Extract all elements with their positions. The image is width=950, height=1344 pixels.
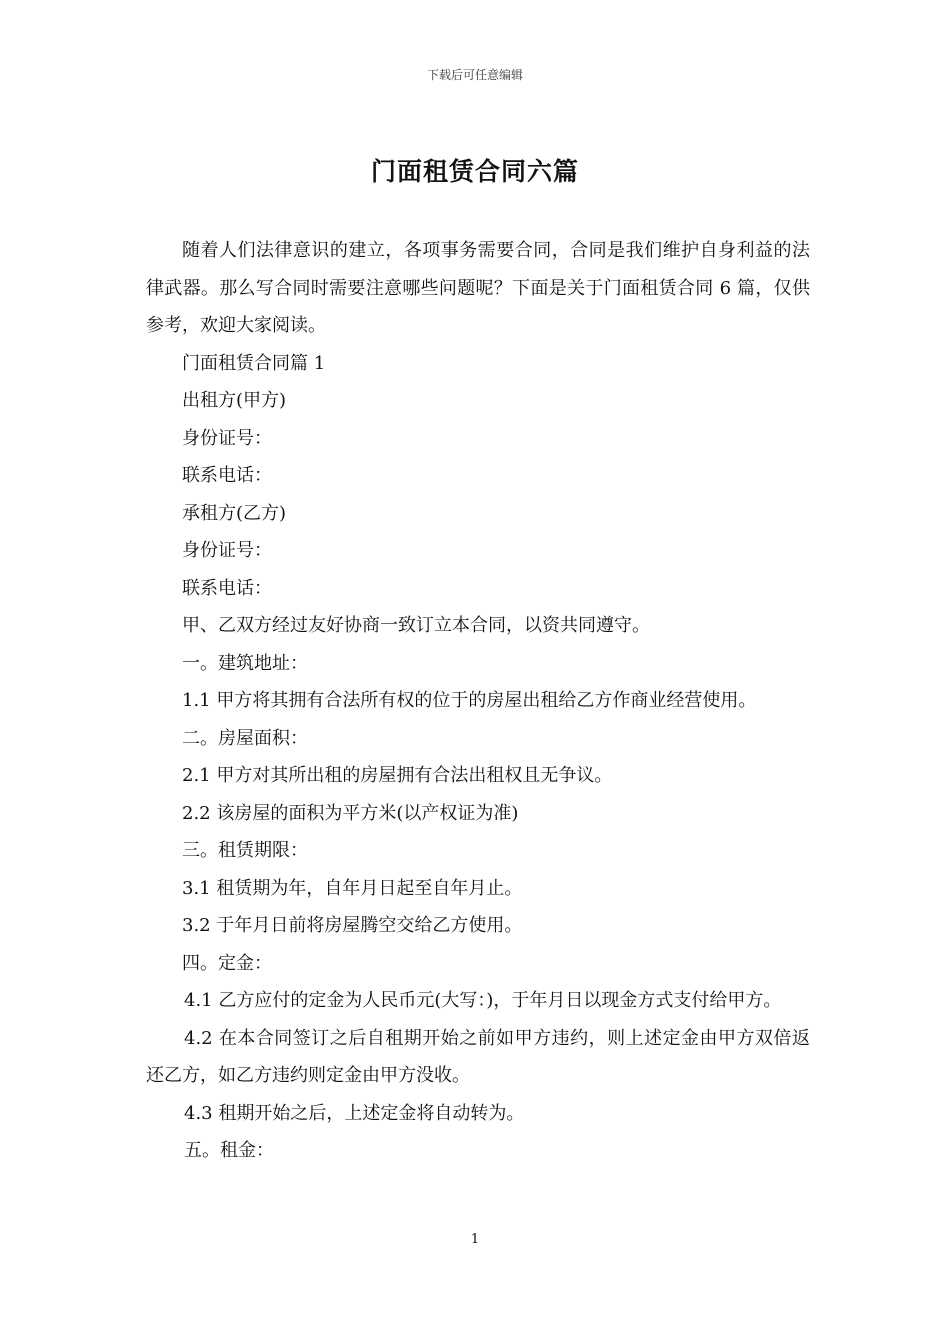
page-number: 1 bbox=[470, 1232, 480, 1247]
document-body bbox=[146, 232, 810, 1170]
lessee-id-label: 身份证号： bbox=[182, 540, 272, 561]
document-title: 门面租赁合同六篇 bbox=[370, 157, 579, 186]
clause-1-1: 1.1 甲方将其拥有合法所有权的位于的房屋出租给乙方作商业经营使用。 bbox=[182, 690, 757, 711]
clause-2-2: 2.2 该房屋的面积为平方米(以产权证为准) bbox=[182, 802, 519, 824]
header-note: 下载后可任意编辑 bbox=[426, 68, 523, 82]
agreement-statement: 甲、乙双方经过友好协商一致订立本合同，以资共同遵守。 bbox=[182, 615, 650, 636]
intro-paragraph: 随着人们法律意识的建立，各项事务需要合同，合同是我们维护自身利益的法律武器。那么写合同时需要注意哪些问题呢？下面是关于门面租赁合同 6 篇，仅供参考，欢迎大家阅读。 bbox=[146, 240, 810, 336]
clause-heading-rent: 五。租金： bbox=[184, 1140, 274, 1161]
clause-heading-deposit: 四。定金： bbox=[182, 952, 272, 974]
lessor-id-label: 身份证号： bbox=[182, 427, 272, 449]
clause-3-1: 3.1 租赁期为年，自年月日起至自年月止。 bbox=[182, 877, 523, 899]
lessee-label: 承租方(乙方) bbox=[182, 502, 287, 524]
clause-heading-area: 二。房屋面积： bbox=[182, 727, 308, 749]
lessor-label: 出租方(甲方) bbox=[182, 390, 287, 411]
clause-4-1: 4.1 乙方应付的定金为人民币元(大写：)，于年月日以现金方式支付给甲方。 bbox=[184, 990, 782, 1011]
clause-heading-address: 一。建筑地址： bbox=[182, 652, 308, 674]
clause-4-2: 4.2 在本合同签订之后自租期开始之前如甲方违约，则上述定金由甲方双倍返还乙方，如乙方违约则定金由甲方没收。 bbox=[146, 1027, 810, 1086]
clause-heading-term: 三。租赁期限： bbox=[182, 840, 308, 861]
clause-3-2: 3.2 于年月日前将房屋腾空交给乙方使用。 bbox=[182, 915, 523, 936]
clause-4-3: 4.3 租期开始之后，上述定金将自动转为。 bbox=[184, 1102, 525, 1124]
lessee-phone-label: 联系电话： bbox=[182, 577, 272, 599]
clause-2-1: 2.1 甲方对其所出租的房屋拥有合法出租权且无争议。 bbox=[182, 765, 613, 786]
lessor-phone-label: 联系电话： bbox=[182, 465, 272, 486]
section-heading-1: 门面租赁合同篇 1 bbox=[182, 352, 326, 374]
